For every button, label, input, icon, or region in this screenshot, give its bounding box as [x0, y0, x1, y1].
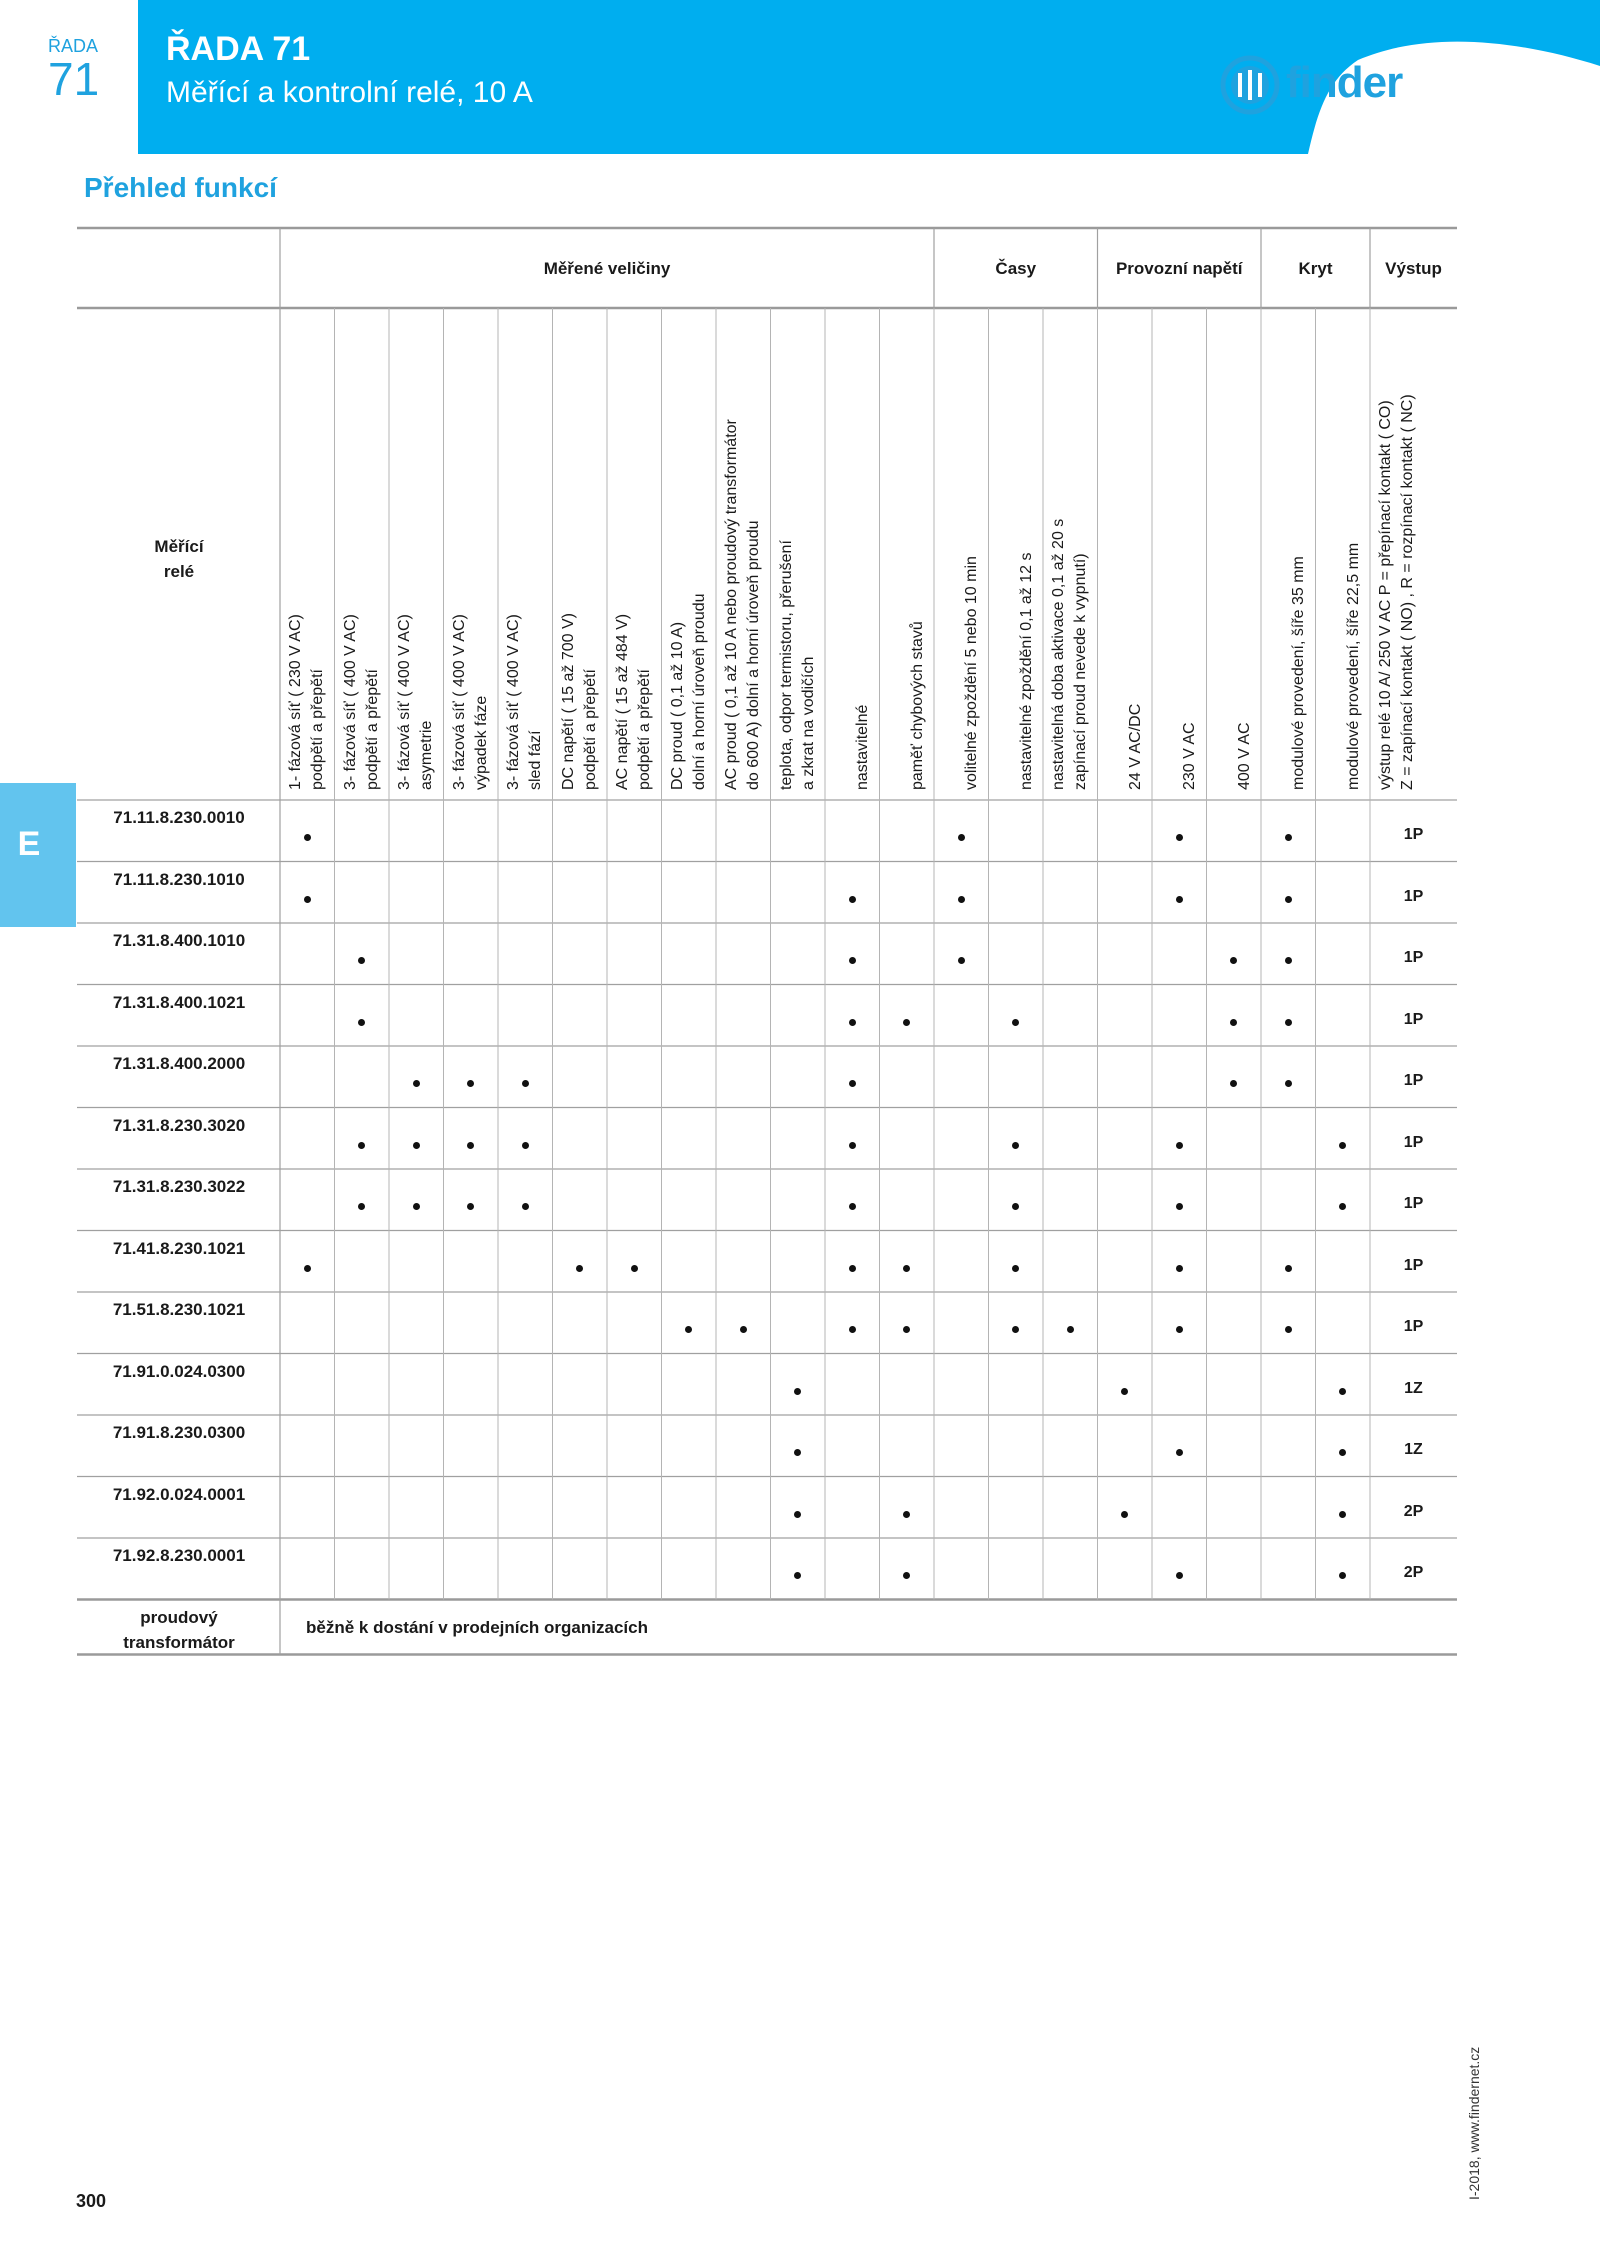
column-header-line: modulové provedení, šíře 22,5 mm	[1344, 542, 1361, 790]
column-header-line: modulové provedení, šíře 35 mm	[1289, 556, 1307, 790]
column-header-4	[496, 320, 547, 790]
row-code: 71.91.0.024.0300	[112, 1361, 246, 1381]
column-header-19	[1314, 320, 1365, 790]
output-value: 2P	[1403, 1502, 1424, 1520]
column-header-line: zapínací proud nevede k vypnutí)	[1071, 553, 1089, 790]
feature-dot	[1285, 1265, 1292, 1272]
feature-dot	[1176, 1326, 1183, 1333]
section-title: Přehled funkcí	[84, 172, 277, 203]
column-header-1	[333, 320, 384, 790]
column-header-line: Z = zapínací kontakt ( NO) , R = rozpínací kontakt ( NC)	[1398, 394, 1416, 790]
column-header-16	[1150, 320, 1201, 790]
feature-dot	[740, 1326, 747, 1333]
feature-dot	[576, 1265, 583, 1272]
row-code: 71.31.8.230.3022	[112, 1177, 246, 1196]
group-header-0: Měřené veličiny	[543, 259, 671, 278]
feature-dot	[1230, 1019, 1237, 1026]
column-header-17	[1205, 320, 1256, 790]
feature-dot	[413, 1203, 420, 1210]
feature-dot	[1176, 834, 1183, 841]
column-header-line: 230 V AC	[1180, 722, 1198, 790]
column-header-line: a zkrat na vodičích	[799, 656, 816, 790]
group-header-4: Výstup	[1385, 259, 1442, 278]
column-header-13	[987, 320, 1038, 790]
relay-header-line-2: relé	[163, 562, 195, 581]
column-header-line: asymetrie	[417, 720, 435, 790]
feature-dot	[1012, 1142, 1019, 1149]
row-code: 71.11.8.230.1010	[113, 869, 245, 889]
row-code: 71.31.8.230.3020	[112, 1115, 246, 1135]
output-value: 1Z	[1404, 1441, 1423, 1458]
feature-dot	[849, 1142, 856, 1149]
column-header-line: paměť chybových stavů	[908, 621, 925, 790]
feature-dot	[358, 1019, 365, 1026]
output-value: 1P	[1403, 949, 1424, 966]
row-code: 71.92.8.230.0001	[112, 1546, 246, 1565]
feature-dot	[358, 1142, 365, 1149]
series-number: 71	[48, 53, 100, 105]
column-header-line: volitelné zpoždění 5 nebo 10 min	[962, 556, 980, 790]
feature-dot	[413, 1142, 420, 1149]
feature-dot	[1067, 1326, 1074, 1333]
column-header-8	[714, 320, 765, 790]
feature-dot	[631, 1265, 638, 1272]
page-number: 300	[76, 2191, 107, 2211]
current-transformer-note: běžně k dostání v prodejních organizacích	[306, 1618, 648, 1637]
row-code: 71.41.8.230.1021	[112, 1238, 246, 1258]
feature-dot	[1176, 1449, 1183, 1456]
edition-note: I-2018, www.findernet.cz	[1466, 2046, 1482, 2200]
feature-dot	[903, 1265, 910, 1272]
column-header-line: DC proud ( 0,1 až 10 A)	[668, 621, 685, 790]
feature-dot	[849, 1203, 856, 1210]
feature-dot	[1339, 1142, 1346, 1149]
output-value: 1P	[1403, 1010, 1424, 1028]
feature-dot	[958, 896, 965, 903]
column-header-line: 3- fázová síť ( 400 V AC)	[504, 614, 522, 790]
feature-dot	[522, 1203, 529, 1210]
column-header-line: do 600 A) dolní a horní úroveň proudu	[744, 520, 762, 790]
column-header-line: AC proud ( 0,1 až 10 A nebo proudový transformátor	[722, 419, 740, 790]
ct-label-line-1: proudový	[140, 1608, 218, 1627]
column-header-line: podpětí a přepětí	[308, 669, 326, 790]
header-title: ŘADA 71	[166, 30, 311, 68]
row-code: 71.31.8.400.1010	[112, 931, 246, 950]
group-header-2: Provozní napětí	[1115, 259, 1243, 278]
output-value: 1Z	[1404, 1379, 1423, 1397]
row-code: 71.92.0.024.0001	[112, 1484, 246, 1504]
feature-dot	[1285, 957, 1292, 964]
column-header-10	[823, 320, 874, 790]
row-code: 71.31.8.400.2000	[112, 1054, 246, 1073]
feature-dot	[304, 896, 311, 903]
column-header-line: 400 V AC	[1235, 722, 1252, 790]
row-code: 71.11.8.230.0010	[113, 808, 245, 827]
column-header-line: nastavitelné	[853, 704, 871, 790]
column-header-7	[660, 320, 711, 790]
feature-dot	[903, 1511, 910, 1518]
column-header-14	[1041, 320, 1092, 790]
column-header-line: teplota, odpor termistoru, přerušení	[777, 540, 794, 790]
column-header-9	[769, 320, 820, 790]
column-header-line: nastavitelná doba aktivace 0,1 až 20 s	[1049, 518, 1067, 790]
column-header-5	[551, 320, 602, 790]
feature-dot	[849, 896, 856, 903]
feature-dot	[1339, 1388, 1346, 1395]
column-header-0	[278, 320, 329, 790]
feature-dot	[1012, 1265, 1019, 1272]
feature-dot	[1285, 1080, 1292, 1087]
output-value: 2P	[1403, 1564, 1424, 1581]
column-header-15	[1096, 320, 1147, 790]
group-header-3: Kryt	[1298, 259, 1333, 278]
column-header-line: dolní a horní úroveň proudu	[690, 593, 707, 790]
row-code: 71.91.8.230.0300	[112, 1423, 246, 1442]
feature-dot	[1176, 1572, 1183, 1579]
current-transformer-label	[84, 1605, 274, 1655]
column-header-line: výpadek fáze	[472, 695, 489, 790]
column-header-11	[878, 320, 929, 790]
output-value: 1P	[1403, 1072, 1424, 1089]
column-header-6	[605, 320, 656, 790]
column-header-line: 1- fázová síť ( 230 V AC)	[286, 614, 304, 790]
row-code: 71.51.8.230.1021	[112, 1300, 246, 1319]
series-label: ŘADA	[48, 36, 99, 56]
feature-dot	[1176, 1142, 1183, 1149]
column-header-line: 3- fázová síť ( 400 V AC)	[341, 614, 358, 790]
feature-dot	[522, 1080, 529, 1087]
column-header-line: výstup relé 10 A/ 250 V AC P = přepínací kontakt ( CO)	[1376, 400, 1394, 790]
output-value: 1P	[1403, 1318, 1424, 1335]
column-header-line: 3- fázová síť ( 400 V AC)	[395, 614, 413, 790]
feature-dot	[958, 957, 965, 964]
relay-column-header	[84, 534, 274, 584]
ct-label-line-2: transformátor	[123, 1633, 235, 1652]
group-header-1: Časy	[995, 259, 1037, 278]
column-header-2	[387, 320, 438, 790]
feature-dot	[1285, 896, 1292, 903]
feature-dot	[849, 957, 856, 964]
output-value: 1P	[1403, 826, 1424, 843]
feature-dot	[522, 1142, 529, 1149]
feature-dot	[1339, 1511, 1346, 1518]
output-value: 1P	[1403, 1133, 1424, 1151]
feature-dot	[849, 1080, 856, 1087]
feature-dot	[467, 1142, 474, 1149]
feature-dot	[1176, 1265, 1183, 1272]
feature-dot	[304, 1265, 311, 1272]
header-subtitle: Měřící a kontrolní relé, 10 A	[166, 76, 533, 109]
feature-dot	[1121, 1511, 1128, 1518]
relay-header-line-1: Měřící	[154, 537, 204, 556]
row-code: 71.31.8.400.1021	[112, 992, 246, 1012]
column-header-line: sled fází	[526, 730, 544, 790]
feature-dot	[1121, 1388, 1128, 1395]
brand-name: finder	[1286, 58, 1403, 107]
feature-dot	[903, 1019, 910, 1026]
column-header-line: 3- fázová síť ( 400 V AC)	[450, 614, 467, 790]
output-value: 1P	[1403, 887, 1424, 905]
column-header-line: DC napětí ( 15 až 700 V)	[559, 613, 576, 790]
column-header-18	[1259, 320, 1310, 790]
column-header-line: podpětí a přepětí	[363, 669, 380, 790]
column-header-line: podpětí a přepětí	[581, 669, 598, 790]
feature-dot	[1012, 1019, 1019, 1026]
feature-dot	[1285, 834, 1292, 841]
feature-dot	[794, 1511, 801, 1518]
column-header-3	[442, 320, 493, 790]
column-header-line: nastavitelné zpoždění 0,1 až 12 s	[1017, 552, 1034, 790]
column-header-line: podpětí a přepětí	[635, 669, 653, 790]
feature-dot	[794, 1388, 801, 1395]
feature-dot	[304, 834, 311, 841]
feature-dot	[849, 1265, 856, 1272]
feature-dot	[849, 1019, 856, 1026]
feature-dot	[849, 1326, 856, 1333]
output-value: 1P	[1403, 1256, 1424, 1274]
feature-dot	[1176, 896, 1183, 903]
column-header-12	[932, 320, 983, 790]
section-tab-letter: E	[17, 825, 41, 863]
column-header-line: AC napětí ( 15 až 484 V)	[613, 613, 631, 790]
feature-dot	[1285, 1326, 1292, 1333]
column-header-20	[1368, 320, 1419, 790]
feature-dot	[1285, 1019, 1292, 1026]
column-header-line: 24 V AC/DC	[1126, 703, 1143, 790]
feature-dot	[413, 1080, 420, 1087]
feature-dot	[1176, 1203, 1183, 1210]
output-value: 1P	[1403, 1195, 1424, 1212]
feature-dot	[958, 834, 965, 841]
